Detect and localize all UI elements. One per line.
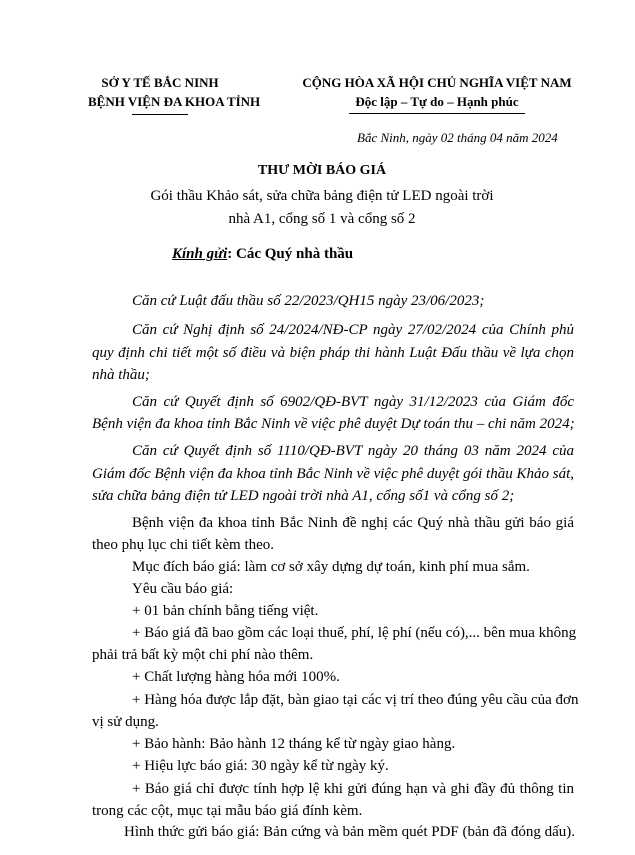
title-subject-line-1: Gói thầu Khảo sát, sửa chữa bảng điện tử LED ngoài trời <box>150 188 494 204</box>
legal-basis-2-line-2: quy định chi tiết một số điều và biện pháp thi hành Luật Đấu thầu về lựa chọn <box>92 345 574 361</box>
requirement-7-line-2: trong các cột, mục tại mẫu báo giá đính kèm. <box>92 803 363 819</box>
legal-basis-3-line-1: Căn cứ Quyết định số 6902/QĐ-BVT ngày 31/12/2023 của Giám đốc <box>132 394 574 410</box>
requirement-7-line-1: + Báo giá chỉ được tính hợp lệ khi gửi đúng hạn và ghi đầy đủ thông tin <box>132 781 574 797</box>
document-title: THƯ MỜI BÁO GIÁ <box>257 163 387 178</box>
document-date: Bắc Ninh, ngày 02 tháng 04 năm 2024 <box>357 130 558 145</box>
requirement-6: + Hiệu lực báo giá: 30 ngày kể từ ngày ký. <box>132 758 389 774</box>
legal-basis-4-line-2: Giám đốc Bệnh viện đa khoa tỉnh Bắc Ninh về việc phê duyệt gói thầu Khảo sát, <box>92 466 574 482</box>
requirement-3: + Chất lượng hàng hóa mới 100%. <box>132 669 340 685</box>
recipient-value: Các Quý nhà thầu <box>232 246 354 262</box>
request-paragraph-line-2: theo phụ lục chi tiết kèm theo. <box>92 537 275 553</box>
title-subject-line-2: nhà A1, cổng số 1 và cổng số 2 <box>228 211 416 227</box>
requirement-4-line-1: + Hàng hóa được lắp đặt, bàn giao tại các vị trí theo đúng yêu cầu của đơn <box>132 692 579 708</box>
legal-basis-1: Căn cứ Luật đấu thầu số 22/2023/QH15 ngày 23/06/2023; <box>132 293 485 309</box>
requirement-1: + 01 bản chính bằng tiếng việt. <box>132 603 319 619</box>
requirement-2-line-2: phải trả bất kỳ một chi phí nào thêm. <box>92 647 314 663</box>
request-paragraph-line-1: Bệnh viện đa khoa tỉnh Bắc Ninh đề nghị các Quý nhà thầu gửi báo giá <box>132 515 574 531</box>
requirement-4-line-2: vị sử dụng. <box>92 714 159 730</box>
legal-basis-4-line-1: Căn cứ Quyết định số 1110/QĐ-BVT ngày 20 tháng 03 năm 2024 của <box>132 443 574 459</box>
recipient-colon: : <box>227 246 233 262</box>
org-line-1: SỞ Y TẾ BẮC NINH <box>101 75 219 90</box>
requirement-2-line-1: + Báo giá đã bao gồm các loại thuế, phí, lệ phí (nếu có),... bên mua không <box>132 625 577 641</box>
recipient-label: Kính gửi <box>172 246 228 262</box>
requirements-title: Yêu cầu báo giá: <box>132 581 234 597</box>
requirement-5: + Bảo hành: Bảo hành 12 tháng kể từ ngày giao hàng. <box>132 736 456 752</box>
motto-underline <box>349 113 525 114</box>
legal-basis-4-line-3: sửa chữa bảng điện tử LED ngoài trời nhà A1, cổng số1 và cổng số 2; <box>92 488 515 504</box>
legal-basis-2-line-3: nhà thầu; <box>92 367 150 383</box>
org-underline <box>132 114 188 115</box>
org-line-2: BỆNH VIỆN ĐA KHOA TỈNH <box>88 94 261 109</box>
legal-basis-3-line-2: Bệnh viện đa khoa tỉnh Bắc Ninh về việc phê duyệt Dự toán thu – chi năm 2024; <box>92 416 575 432</box>
legal-basis-2-line-1: Căn cứ Nghị định số 24/2024/NĐ-CP ngày 27/02/2024 của Chính phủ <box>132 322 574 338</box>
submission-method: Hình thức gửi báo giá: Bản cứng và bản mềm quét PDF (bản đã đóng dấu). <box>124 824 575 840</box>
recipient <box>172 246 353 263</box>
nation-line-1: CỘNG HÒA XÃ HỘI CHỦ NGHĨA VIỆT NAM <box>302 75 572 90</box>
purpose-line: Mục đích báo giá: làm cơ sở xây dựng dự toán, kinh phí mua sắm. <box>132 559 530 575</box>
nation-line-2: Độc lập – Tự do – Hạnh phúc <box>355 94 519 109</box>
